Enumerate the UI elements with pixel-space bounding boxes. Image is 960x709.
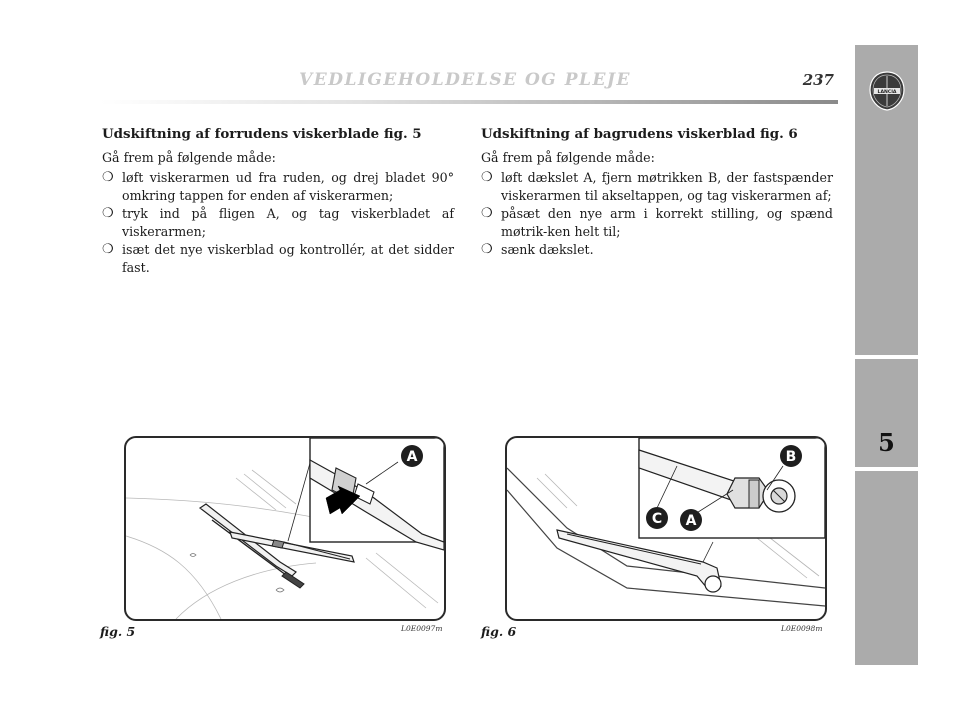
step-item xyxy=(102,241,454,277)
section-intro: Gå frem på følgende måde: xyxy=(102,150,276,165)
step-text: tryk ind på fligen A, og tag viskerbladet af viskerarmen; xyxy=(122,206,454,239)
page-number: 237 xyxy=(802,71,834,89)
section-intro: Gå frem på følgende måde: xyxy=(481,150,655,165)
figure-5-caption: fig. 5 xyxy=(100,624,136,639)
lancia-logo-text: LANCIA xyxy=(877,90,897,95)
callout-a-label: A xyxy=(406,449,418,465)
figure-5-illustration xyxy=(124,436,446,621)
bullet: ❍ xyxy=(102,242,114,257)
sidebar-divider xyxy=(855,355,918,359)
bullet: ❍ xyxy=(102,170,114,185)
step-item xyxy=(102,169,454,205)
step-text: påsæt den nye arm i korrekt stilling, og spænd møtrik-ken helt til; xyxy=(501,206,833,239)
step-item xyxy=(481,205,833,241)
step-text: sænk dækslet. xyxy=(501,242,594,257)
sidebar-divider xyxy=(855,467,918,471)
chapter-sidebar xyxy=(855,45,918,665)
step-item xyxy=(102,205,454,241)
figure-6-caption: fig. 6 xyxy=(481,624,517,639)
callout-a-label: A xyxy=(685,513,697,529)
chapter-number: 5 xyxy=(878,428,895,457)
section-title: Udskiftning af forrudens viskerblade fig. 5 xyxy=(102,126,422,142)
section-title: Udskiftning af bagrudens viskerblad fig. 6 xyxy=(481,126,798,142)
bullet: ❍ xyxy=(102,206,114,221)
bullet: ❍ xyxy=(481,206,493,221)
lancia-logo-icon xyxy=(869,71,905,111)
figure-6-illustration xyxy=(505,436,827,621)
left-column xyxy=(102,125,454,277)
right-column xyxy=(481,125,833,259)
step-text: løft viskerarmen ud fra ruden, og drej bladet 90° omkring tappen for enden af viskerarmen; xyxy=(122,170,454,203)
bullet: ❍ xyxy=(481,242,493,257)
step-item xyxy=(481,169,833,205)
step-item xyxy=(481,241,833,259)
page-header-title: VEDLIGEHOLDELSE OG PLEJE xyxy=(299,70,631,90)
figure-6-code: L0E0098m xyxy=(781,624,823,633)
figure-5-code: L0E0097m xyxy=(401,624,443,633)
callout-c-label: C xyxy=(651,511,663,527)
step-text: løft dækslet A, fjern møtrikken B, der fastspænder viskerarmen til akseltappen, og tag viskerarmen af; xyxy=(501,170,833,203)
callout-b-label: B xyxy=(785,449,797,465)
header-rule xyxy=(100,100,838,104)
step-text: isæt det nye viskerblad og kontrollér, at det sidder fast. xyxy=(122,242,454,275)
bullet: ❍ xyxy=(481,170,493,185)
